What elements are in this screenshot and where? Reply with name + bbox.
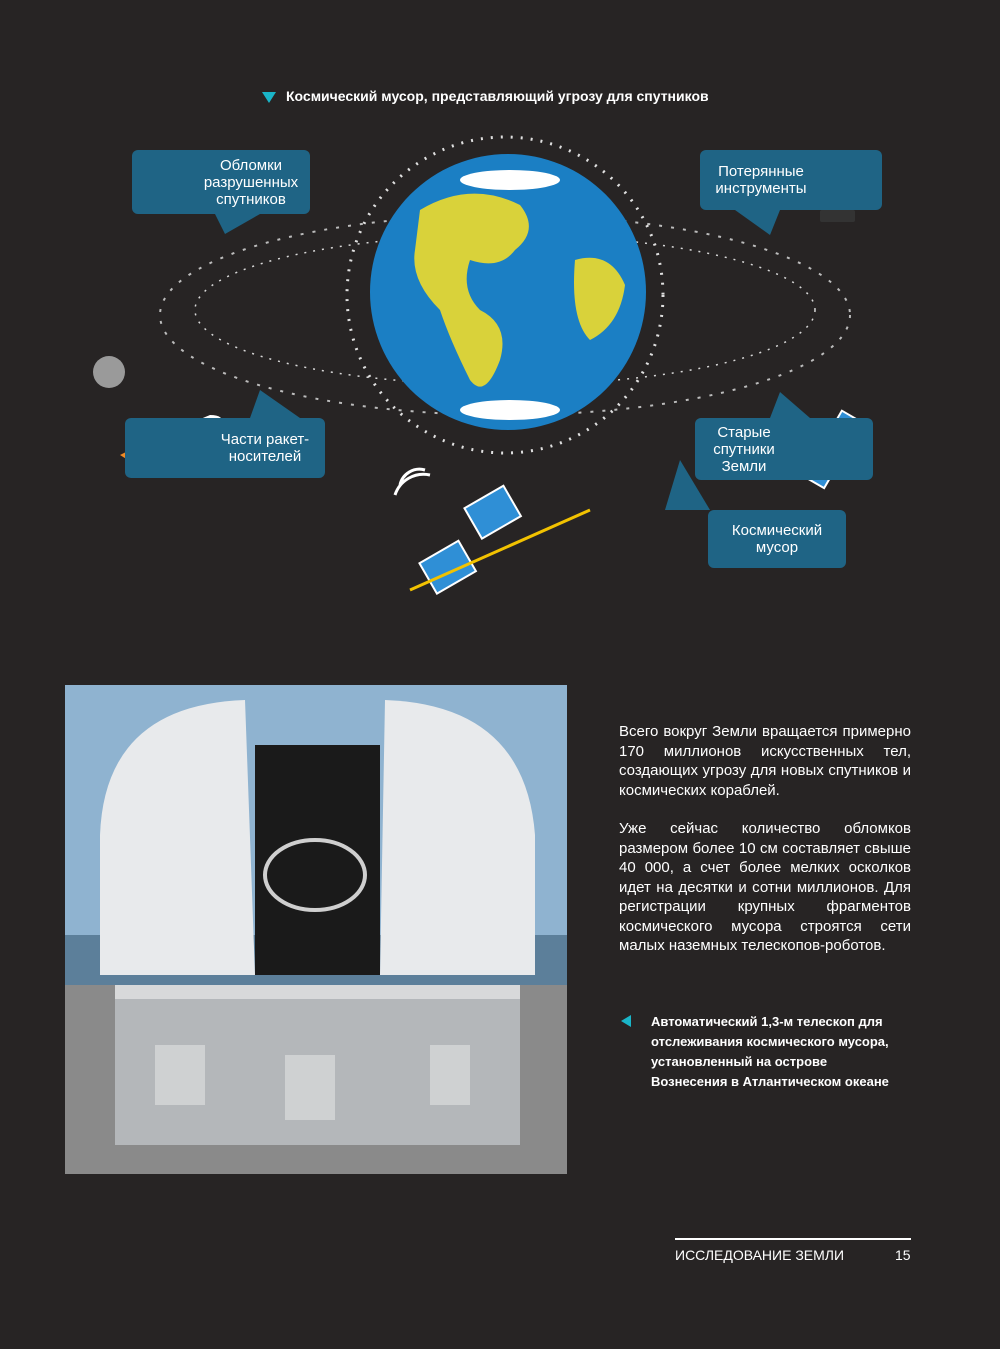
caption-pointer-icon [621, 1015, 631, 1027]
earth-icon [370, 154, 646, 430]
infographic-title: Космический мусор, представляющий угрозу для спутников [262, 88, 709, 104]
body-text [619, 722, 911, 975]
callout-space-debris: Космический мусор [708, 510, 846, 568]
body-paragraph: Всего вокруг Земли вращается примерно 170 миллионов искусственных тел, создающих угрозу для новых спутников и космических кораблей. [619, 723, 911, 799]
callout-tail [250, 390, 300, 418]
photo-caption: Автоматический 1,3-м телескоп для отслеживания космического мусора, установленный на острове Вознесения в Атлантическом океане [651, 1014, 889, 1089]
callout-tail [215, 214, 260, 234]
callout-tail [735, 210, 780, 235]
callout-tail [770, 392, 810, 418]
callout-lost-tools: Потерянные инструменты [700, 150, 882, 210]
page-number: 15 [895, 1247, 911, 1263]
footer-section-title: ИССЛЕДОВАНИЕ ЗЕМЛИ [675, 1247, 845, 1263]
callout-rocket-parts: Части ракет- носителей [125, 418, 325, 478]
triangle-marker-icon [262, 92, 276, 103]
callout-satellite-fragments: Обломки разрушенных спутников [132, 150, 310, 214]
body-paragraph: Уже сейчас количество обломков размером более 10 см составляет свыше 40 000, а счет более мелких осколков идет на десятки и сотни миллионов. Для регистрации крупных фрагментов космического мусора строятся сети малых наземных телескопов-роботов. [619, 820, 911, 954]
footer-divider [675, 1238, 911, 1240]
satellite-icon [395, 469, 590, 593]
callout-tail [665, 460, 710, 510]
callout-old-satellites: Старые спутники Земли [695, 418, 873, 480]
moon-icon [93, 356, 125, 388]
telescope-photo [65, 685, 567, 1174]
